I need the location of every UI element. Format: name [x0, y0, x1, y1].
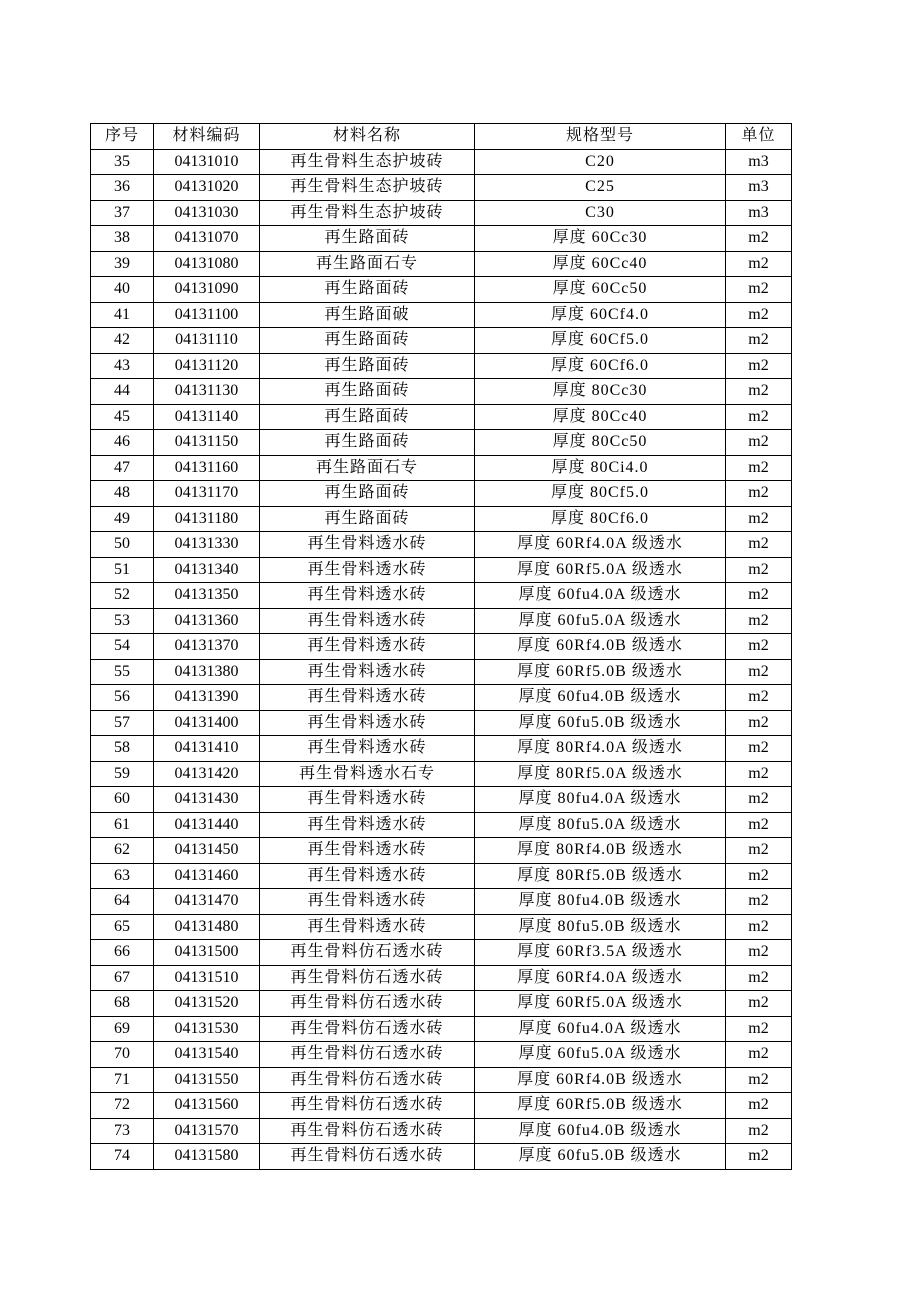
cell-index: 49: [91, 506, 154, 532]
cell-code: 04131380: [154, 659, 260, 685]
cell-unit: m2: [726, 659, 792, 685]
table-row: [91, 506, 792, 532]
cell-index: 72: [91, 1093, 154, 1119]
cell-spec: 厚度 80Rf5.0A 级透水: [475, 761, 726, 787]
cell-unit: m2: [726, 251, 792, 277]
cell-name: 再生路面砖: [260, 226, 475, 252]
cell-index: 64: [91, 889, 154, 915]
cell-unit: m2: [726, 481, 792, 507]
cell-index: 74: [91, 1144, 154, 1170]
cell-name: 再生骨料透水砖: [260, 685, 475, 711]
cell-index: 35: [91, 149, 154, 175]
cell-name: 再生路面砖: [260, 379, 475, 405]
table-row: [91, 328, 792, 354]
cell-spec: 厚度 60fu4.0B 级透水: [475, 1118, 726, 1144]
table-row: [91, 914, 792, 940]
table-row: [91, 455, 792, 481]
cell-code: 04131500: [154, 940, 260, 966]
cell-index: 39: [91, 251, 154, 277]
cell-spec: 厚度 60Rf5.0A 级透水: [475, 557, 726, 583]
table-row: [91, 863, 792, 889]
cell-code: 04131070: [154, 226, 260, 252]
cell-spec: 厚度 60fu4.0A 级透水: [475, 583, 726, 609]
cell-name: 再生骨料透水砖: [260, 557, 475, 583]
table-row: [91, 404, 792, 430]
cell-index: 45: [91, 404, 154, 430]
cell-spec: 厚度 60Rf4.0A 级透水: [475, 965, 726, 991]
cell-name: 再生路面砖: [260, 353, 475, 379]
table-row: [91, 149, 792, 175]
cell-code: 04131020: [154, 175, 260, 201]
cell-name: 再生骨料透水砖: [260, 889, 475, 915]
table-row: [91, 659, 792, 685]
cell-code: 04131440: [154, 812, 260, 838]
table-row: [91, 251, 792, 277]
cell-spec: 厚度 60Rf3.5A 级透水: [475, 940, 726, 966]
cell-index: 46: [91, 430, 154, 456]
table-row: [91, 481, 792, 507]
cell-index: 42: [91, 328, 154, 354]
cell-unit: m2: [726, 863, 792, 889]
cell-spec: 厚度 60fu4.0A 级透水: [475, 1016, 726, 1042]
cell-code: 04131520: [154, 991, 260, 1017]
cell-unit: m2: [726, 965, 792, 991]
cell-unit: m2: [726, 761, 792, 787]
table-row: [91, 685, 792, 711]
cell-code: 04131180: [154, 506, 260, 532]
cell-code: 04131470: [154, 889, 260, 915]
table-row: [91, 532, 792, 558]
cell-unit: m2: [726, 1093, 792, 1119]
cell-name: 再生路面砖: [260, 430, 475, 456]
cell-spec: 厚度 60Rf5.0B 级透水: [475, 1093, 726, 1119]
cell-spec: 厚度 80Ci4.0: [475, 455, 726, 481]
cell-index: 55: [91, 659, 154, 685]
cell-unit: m2: [726, 991, 792, 1017]
cell-unit: m2: [726, 685, 792, 711]
cell-code: 04131570: [154, 1118, 260, 1144]
cell-code: 04131400: [154, 710, 260, 736]
cell-index: 41: [91, 302, 154, 328]
table-row: [91, 736, 792, 762]
cell-code: 04131480: [154, 914, 260, 940]
cell-unit: m2: [726, 430, 792, 456]
cell-spec: 厚度 60Cf5.0: [475, 328, 726, 354]
table-row: [91, 175, 792, 201]
cell-index: 54: [91, 634, 154, 660]
cell-spec: 厚度 80Rf4.0B 级透水: [475, 838, 726, 864]
cell-index: 73: [91, 1118, 154, 1144]
cell-spec: 厚度 60fu5.0B 级透水: [475, 1144, 726, 1170]
cell-spec: 厚度 80Rf5.0B 级透水: [475, 863, 726, 889]
cell-code: 04131390: [154, 685, 260, 711]
cell-unit: m2: [726, 379, 792, 405]
cell-spec: 厚度 80fu4.0B 级透水: [475, 889, 726, 915]
cell-unit: m2: [726, 710, 792, 736]
cell-name: 再生骨料仿石透水砖: [260, 1042, 475, 1068]
cell-name: 再生骨料透水砖: [260, 914, 475, 940]
cell-code: 04131130: [154, 379, 260, 405]
table-row: [91, 812, 792, 838]
cell-spec: C30: [475, 200, 726, 226]
cell-index: 65: [91, 914, 154, 940]
cell-unit: m2: [726, 404, 792, 430]
cell-name: 再生骨料透水砖: [260, 736, 475, 762]
table-row: [91, 1093, 792, 1119]
cell-index: 56: [91, 685, 154, 711]
table-row: [91, 277, 792, 303]
cell-spec: 厚度 80fu5.0B 级透水: [475, 914, 726, 940]
cell-code: 04131510: [154, 965, 260, 991]
cell-name: 再生骨料透水砖: [260, 838, 475, 864]
table-row: [91, 302, 792, 328]
cell-code: 04131090: [154, 277, 260, 303]
cell-spec: 厚度 60Rf5.0B 级透水: [475, 659, 726, 685]
cell-unit: m2: [726, 328, 792, 354]
cell-name: 再生骨料仿石透水砖: [260, 1067, 475, 1093]
cell-spec: 厚度 60Rf5.0A 级透水: [475, 991, 726, 1017]
header-name: 材料名称: [260, 124, 475, 150]
cell-unit: m2: [726, 1118, 792, 1144]
header-code: 材料编码: [154, 124, 260, 150]
cell-spec: 厚度 60Cf4.0: [475, 302, 726, 328]
cell-spec: 厚度 80fu4.0A 级透水: [475, 787, 726, 813]
cell-spec: 厚度 60Cc50: [475, 277, 726, 303]
cell-code: 04131360: [154, 608, 260, 634]
cell-code: 04131010: [154, 149, 260, 175]
cell-code: 04131540: [154, 1042, 260, 1068]
cell-code: 04131140: [154, 404, 260, 430]
cell-unit: m2: [726, 455, 792, 481]
cell-name: 再生骨料透水砖: [260, 812, 475, 838]
cell-index: 53: [91, 608, 154, 634]
cell-name: 再生骨料透水砖: [260, 710, 475, 736]
cell-unit: m2: [726, 506, 792, 532]
cell-index: 63: [91, 863, 154, 889]
cell-name: 再生骨料仿石透水砖: [260, 1144, 475, 1170]
cell-index: 69: [91, 1016, 154, 1042]
cell-index: 68: [91, 991, 154, 1017]
cell-name: 再生骨料生态护坡砖: [260, 200, 475, 226]
cell-name: 再生骨料透水砖: [260, 787, 475, 813]
cell-index: 50: [91, 532, 154, 558]
cell-name: 再生骨料仿石透水砖: [260, 991, 475, 1017]
cell-name: 再生骨料透水砖: [260, 659, 475, 685]
cell-name: 再生路面砖: [260, 404, 475, 430]
table-row: [91, 1067, 792, 1093]
table-row: [91, 965, 792, 991]
cell-index: 37: [91, 200, 154, 226]
header-spec: 规格型号: [475, 124, 726, 150]
table-row: [91, 1118, 792, 1144]
cell-spec: 厚度 60fu5.0A 级透水: [475, 1042, 726, 1068]
cell-unit: m2: [726, 1067, 792, 1093]
cell-code: 04131170: [154, 481, 260, 507]
cell-index: 40: [91, 277, 154, 303]
cell-name: 再生路面砖: [260, 328, 475, 354]
table-row: [91, 634, 792, 660]
table-row: [91, 1016, 792, 1042]
cell-name: 再生骨料仿石透水砖: [260, 1016, 475, 1042]
table-row: [91, 761, 792, 787]
cell-unit: m2: [726, 940, 792, 966]
cell-spec: 厚度 60Cc40: [475, 251, 726, 277]
cell-name: 再生路面石专: [260, 251, 475, 277]
cell-name: 再生路面破: [260, 302, 475, 328]
cell-unit: m2: [726, 583, 792, 609]
cell-unit: m2: [726, 736, 792, 762]
cell-unit: m2: [726, 557, 792, 583]
cell-index: 71: [91, 1067, 154, 1093]
cell-code: 04131560: [154, 1093, 260, 1119]
cell-name: 再生骨料透水砖: [260, 608, 475, 634]
cell-unit: m2: [726, 889, 792, 915]
table-row: [91, 991, 792, 1017]
cell-unit: m2: [726, 1042, 792, 1068]
cell-code: 04131160: [154, 455, 260, 481]
cell-code: 04131120: [154, 353, 260, 379]
cell-unit: m2: [726, 353, 792, 379]
cell-index: 48: [91, 481, 154, 507]
cell-unit: m2: [726, 277, 792, 303]
cell-index: 47: [91, 455, 154, 481]
table-row: [91, 838, 792, 864]
cell-spec: 厚度 60fu5.0B 级透水: [475, 710, 726, 736]
cell-code: 04131530: [154, 1016, 260, 1042]
table-row: [91, 787, 792, 813]
cell-code: 04131080: [154, 251, 260, 277]
cell-index: 51: [91, 557, 154, 583]
table-row: [91, 608, 792, 634]
cell-name: 再生路面砖: [260, 277, 475, 303]
cell-spec: C20: [475, 149, 726, 175]
cell-index: 44: [91, 379, 154, 405]
table-row: [91, 353, 792, 379]
cell-index: 61: [91, 812, 154, 838]
table-row: [91, 889, 792, 915]
cell-name: 再生骨料仿石透水砖: [260, 965, 475, 991]
cell-spec: 厚度 80fu5.0A 级透水: [475, 812, 726, 838]
cell-name: 再生骨料生态护坡砖: [260, 175, 475, 201]
cell-code: 04131330: [154, 532, 260, 558]
cell-spec: 厚度 60fu4.0B 级透水: [475, 685, 726, 711]
table-row: [91, 583, 792, 609]
table-body: [91, 149, 792, 1169]
cell-code: 04131350: [154, 583, 260, 609]
cell-spec: 厚度 60Rf4.0B 级透水: [475, 634, 726, 660]
cell-unit: m2: [726, 787, 792, 813]
cell-spec: 厚度 60Rf4.0A 级透水: [475, 532, 726, 558]
cell-code: 04131340: [154, 557, 260, 583]
cell-name: 再生路面石专: [260, 455, 475, 481]
cell-unit: m2: [726, 838, 792, 864]
cell-index: 62: [91, 838, 154, 864]
cell-spec: 厚度 80Cf6.0: [475, 506, 726, 532]
cell-name: 再生骨料仿石透水砖: [260, 940, 475, 966]
cell-index: 36: [91, 175, 154, 201]
cell-code: 04131460: [154, 863, 260, 889]
cell-code: 04131410: [154, 736, 260, 762]
table-row: [91, 200, 792, 226]
table-row: [91, 710, 792, 736]
table-header: [91, 124, 792, 150]
cell-name: 再生路面砖: [260, 506, 475, 532]
cell-spec: 厚度 60Cf6.0: [475, 353, 726, 379]
cell-name: 再生骨料透水砖: [260, 634, 475, 660]
cell-unit: m2: [726, 812, 792, 838]
cell-code: 04131450: [154, 838, 260, 864]
cell-index: 67: [91, 965, 154, 991]
table-row: [91, 430, 792, 456]
cell-spec: 厚度 80Rf4.0A 级透水: [475, 736, 726, 762]
cell-name: 再生骨料透水砖: [260, 863, 475, 889]
cell-spec: 厚度 80Cc40: [475, 404, 726, 430]
cell-index: 52: [91, 583, 154, 609]
cell-unit: m3: [726, 200, 792, 226]
cell-code: 04131430: [154, 787, 260, 813]
cell-index: 43: [91, 353, 154, 379]
cell-unit: m2: [726, 532, 792, 558]
materials-table: [90, 123, 792, 1170]
cell-code: 04131420: [154, 761, 260, 787]
cell-unit: m2: [726, 302, 792, 328]
cell-spec: 厚度 60fu5.0A 级透水: [475, 608, 726, 634]
header-row: [91, 124, 792, 150]
cell-name: 再生路面砖: [260, 481, 475, 507]
cell-index: 70: [91, 1042, 154, 1068]
cell-unit: m3: [726, 149, 792, 175]
table-row: [91, 1144, 792, 1170]
cell-code: 04131030: [154, 200, 260, 226]
table-row: [91, 557, 792, 583]
cell-name: 再生骨料仿石透水砖: [260, 1093, 475, 1119]
cell-name: 再生骨料透水石专: [260, 761, 475, 787]
cell-code: 04131150: [154, 430, 260, 456]
cell-spec: 厚度 60Rf4.0B 级透水: [475, 1067, 726, 1093]
cell-spec: 厚度 60Cc30: [475, 226, 726, 252]
cell-name: 再生骨料透水砖: [260, 532, 475, 558]
table-row: [91, 226, 792, 252]
cell-name: 再生骨料生态护坡砖: [260, 149, 475, 175]
table-row: [91, 379, 792, 405]
cell-unit: m2: [726, 608, 792, 634]
cell-code: 04131550: [154, 1067, 260, 1093]
cell-index: 57: [91, 710, 154, 736]
cell-spec: C25: [475, 175, 726, 201]
cell-spec: 厚度 80Cc30: [475, 379, 726, 405]
cell-code: 04131580: [154, 1144, 260, 1170]
cell-index: 66: [91, 940, 154, 966]
cell-unit: m3: [726, 175, 792, 201]
cell-index: 58: [91, 736, 154, 762]
cell-name: 再生骨料透水砖: [260, 583, 475, 609]
cell-unit: m2: [726, 1144, 792, 1170]
table-row: [91, 940, 792, 966]
cell-unit: m2: [726, 634, 792, 660]
cell-unit: m2: [726, 1016, 792, 1042]
cell-name: 再生骨料仿石透水砖: [260, 1118, 475, 1144]
table-row: [91, 1042, 792, 1068]
cell-index: 59: [91, 761, 154, 787]
cell-spec: 厚度 80Cc50: [475, 430, 726, 456]
header-index: 序号: [91, 124, 154, 150]
cell-code: 04131370: [154, 634, 260, 660]
cell-index: 38: [91, 226, 154, 252]
cell-code: 04131110: [154, 328, 260, 354]
cell-spec: 厚度 80Cf5.0: [475, 481, 726, 507]
header-unit: 单位: [726, 124, 792, 150]
cell-unit: m2: [726, 226, 792, 252]
cell-index: 60: [91, 787, 154, 813]
cell-code: 04131100: [154, 302, 260, 328]
cell-unit: m2: [726, 914, 792, 940]
